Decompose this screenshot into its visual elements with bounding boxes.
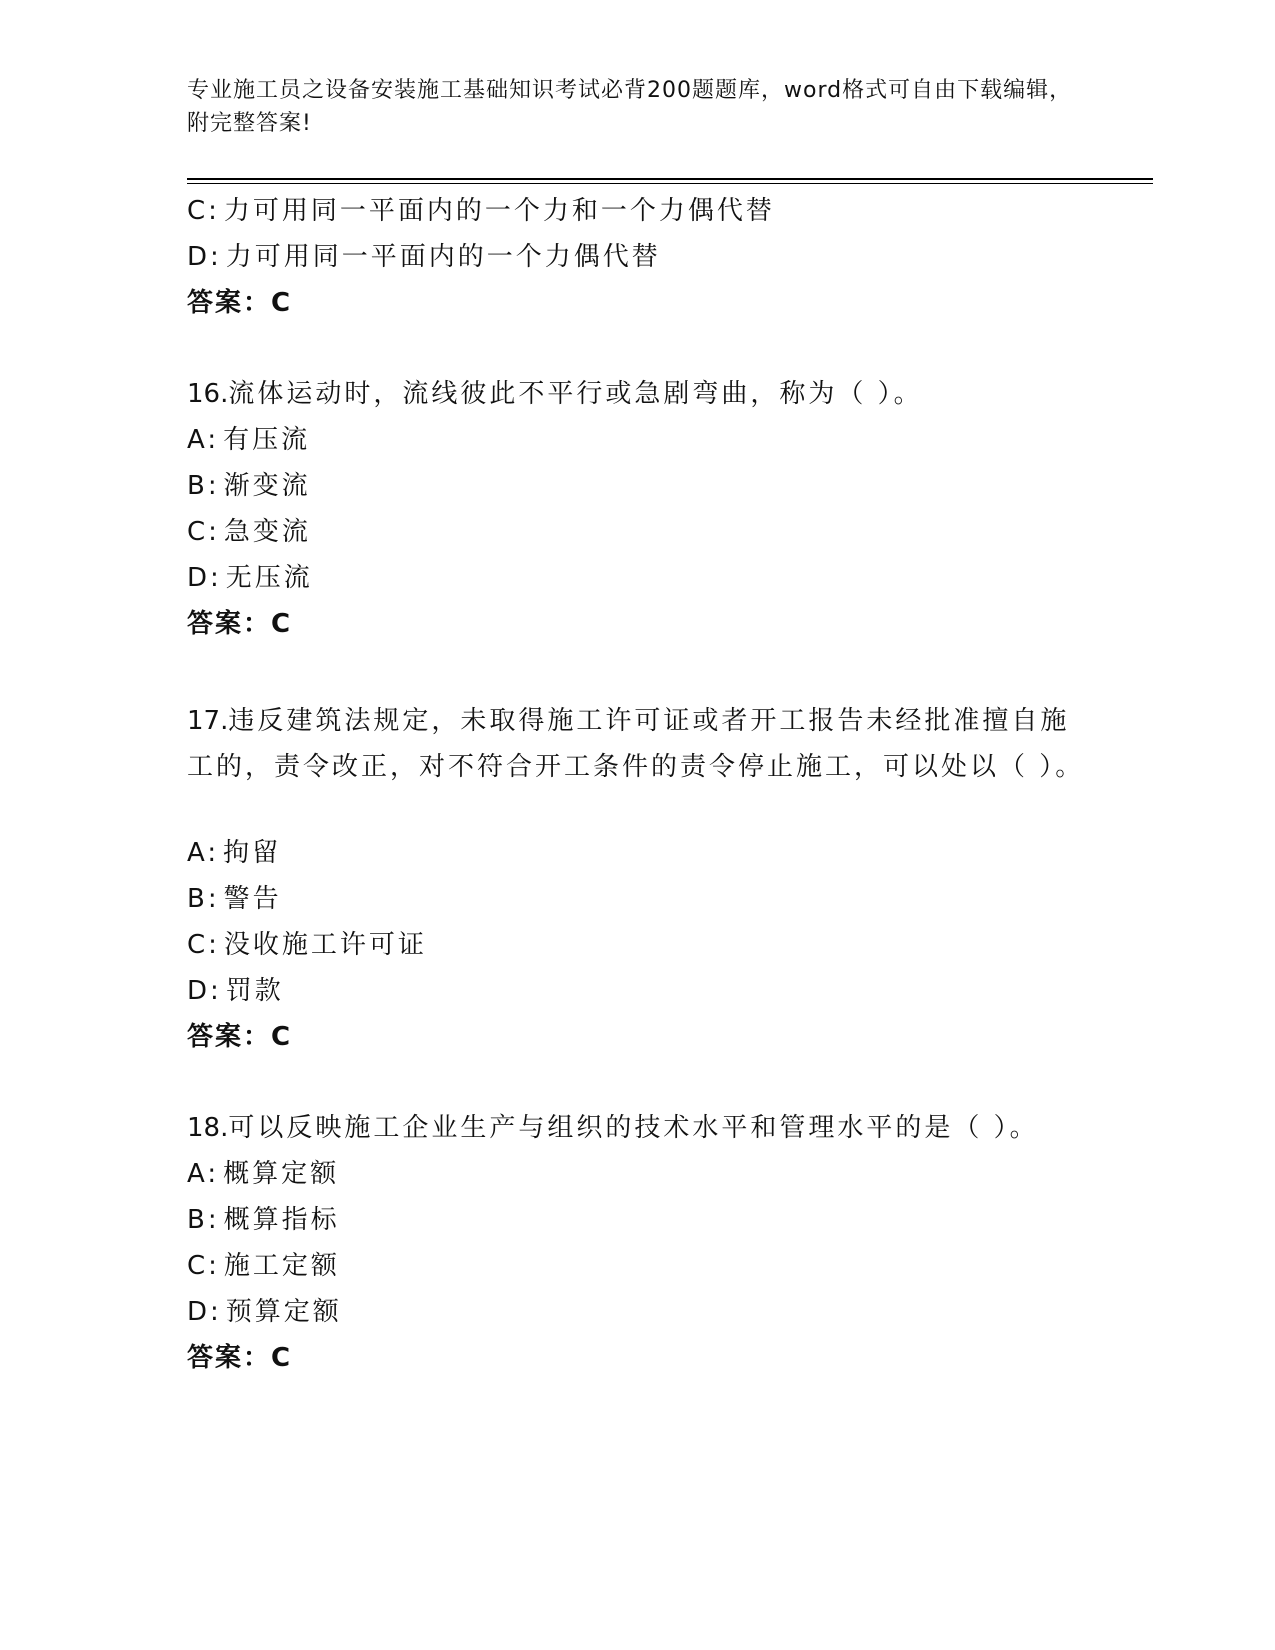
option-text: 没收施工许可证 [223, 930, 427, 960]
option-text: 预算定额 [225, 1297, 342, 1327]
option-text: 概算指标 [223, 1205, 340, 1235]
answer-line: 答案：C [187, 1022, 293, 1052]
option-label: D: [187, 563, 222, 593]
option-c [187, 509, 1087, 555]
option-a [187, 1151, 1087, 1197]
option-c [187, 1243, 1087, 1289]
spacer [187, 326, 1087, 371]
option-label: D: [187, 1297, 222, 1327]
header-divider-thick [187, 178, 1153, 180]
option-text: 有压流 [223, 425, 311, 455]
option-label: C: [187, 196, 220, 226]
option-text: 概算定额 [223, 1159, 340, 1189]
question-18 [187, 1105, 1087, 1151]
option-label: B: [187, 471, 220, 501]
option-c [187, 922, 1087, 968]
option-label: D: [187, 242, 222, 272]
question-text: 可以反映施工企业生产与组织的技术水平和管理水平的是（ ）。 [228, 1113, 1039, 1143]
answer-line: 答案：C [187, 288, 293, 318]
option-label: B: [187, 1205, 220, 1235]
option-d [187, 1289, 1087, 1335]
option-text: 力可用同一平面内的一个力和一个力偶代替 [223, 196, 775, 226]
option-b [187, 1197, 1087, 1243]
spacer [187, 647, 1087, 692]
question-content [187, 188, 1087, 1381]
option-text: 施工定额 [223, 1251, 340, 1281]
option-text: 拘留 [223, 838, 282, 868]
option-d [187, 234, 1087, 280]
option-text: 无压流 [225, 563, 313, 593]
option-b [187, 463, 1087, 509]
option-a [187, 830, 1087, 876]
question-text: 流体运动时，流线彼此不平行或急剧弯曲，称为（ ）。 [228, 379, 923, 409]
option-d [187, 968, 1087, 1014]
answer-line: 答案：C [187, 1343, 293, 1373]
option-d [187, 555, 1087, 601]
option-label: C: [187, 517, 220, 547]
option-label: A: [187, 425, 220, 455]
option-b [187, 876, 1087, 922]
option-text: 渐变流 [223, 471, 311, 501]
option-label: B: [187, 884, 220, 914]
spacer [187, 1060, 1087, 1105]
option-label: D: [187, 976, 222, 1006]
document-header: 专业施工员之设备安装施工基础知识考试必背200题题库，word格式可自由下载编辑，附完整答案! [187, 78, 1073, 136]
option-text: 力可用同一平面内的一个力偶代替 [225, 242, 661, 272]
question-number: 17. [187, 706, 229, 736]
option-text: 急变流 [223, 517, 311, 547]
question-17 [187, 692, 1087, 830]
option-label: C: [187, 930, 220, 960]
question-number: 16. [187, 379, 229, 409]
header-divider-thin [187, 183, 1153, 184]
question-16 [187, 371, 1087, 417]
option-a [187, 417, 1087, 463]
option-label: A: [187, 1159, 220, 1189]
option-label: A: [187, 838, 220, 868]
question-text: 违反建筑法规定，未取得施工许可证或者开工报告未经批准擅自施工的，责令改正，对不符合开工条件的责令停止施工，可以处以（ ）。 [187, 706, 1085, 782]
option-label: C: [187, 1251, 220, 1281]
answer-line: 答案：C [187, 609, 293, 639]
option-text: 罚款 [225, 976, 284, 1006]
option-c [187, 188, 1087, 234]
option-text: 警告 [223, 884, 282, 914]
question-number: 18. [187, 1113, 229, 1143]
